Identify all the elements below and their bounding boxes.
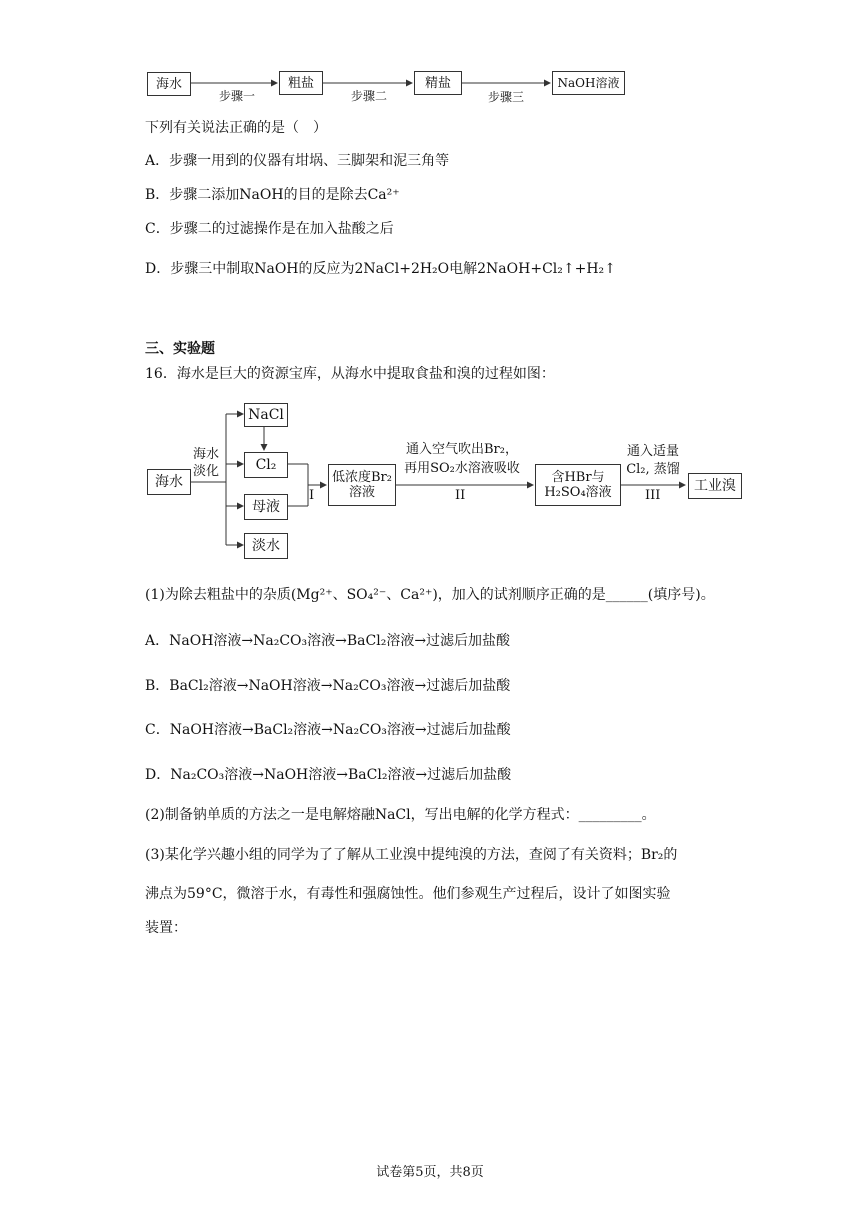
option-letter: D． [145,767,171,783]
flow1-step2-label: 步骤二 [351,89,388,103]
option-text: NaOH溶液→BaCl₂溶液→Na₂CO₃溶液→过滤后加盐酸 [169,722,511,738]
option-text: 步骤三中制取NaOH的反应为2NaCl+2H₂O电解2NaOH+Cl₂↑+H₂↑ [170,261,616,277]
q16-option-c [145,720,511,740]
note-step-iii-line1: 通入适量 [626,444,679,459]
note-step-iii-line2: Cl₂, 蒸馏 [626,462,680,477]
box-fresh-water: 淡水 [244,533,288,559]
option-text: 步骤二添加NaOH的目的是除去Ca²⁺ [169,187,400,203]
q15-stem: 下列有关说法正确的是（ ） [145,120,327,136]
flow1-box-refined-salt: 精盐 [414,71,462,95]
box-industrial-bromine: 工业溴 [688,473,742,499]
box-cl2: Cl₂ [244,452,288,478]
box-seawater: 海水 [147,469,191,495]
note-step-ii-line1: 通入空气吹出Br₂， [406,442,518,457]
connector-lines [0,0,860,600]
flow1-box-seawater: 海水 [147,72,191,96]
page-footer: 试卷第5页，共8页 [376,1165,484,1180]
option-text: Na₂CO₃溶液→NaOH溶液→BaCl₂溶液→过滤后加盐酸 [170,767,512,783]
q16-part2-stem: (2)制备钠单质的方法之一是电解熔融NaCl，写出电解的化学方程式：_________。 [145,807,656,823]
option-letter: D． [145,261,171,277]
option-text: 步骤二的过滤操作是在加入盐酸之后 [169,221,394,237]
option-text: NaOH溶液→Na₂CO₃溶液→BaCl₂溶液→过滤后加盐酸 [169,633,511,649]
section-title: 三、实验题 [145,341,215,357]
flow1-step3-label: 步骤三 [488,90,525,104]
q15-option-c [145,219,394,239]
q15-option-d [145,259,616,279]
q16-option-d [145,765,511,785]
q16-part3-line2: 沸点为59°C，微溶于水，有毒性和强腐蚀性。他们参观生产过程后，设计了如图实验 [145,886,671,902]
q16-part3-line1: (3)某化学兴趣小组的同学为了了解从工业溴中提纯溴的方法，查阅了有关资料；Br₂的 [145,847,678,863]
note-step-ii-line2: 再用SO₂水溶液吸收 [404,461,520,476]
box-mother-liquor: 母液 [244,494,288,520]
step-label-iii: III [645,488,661,503]
q16-option-a [145,631,510,651]
q16-option-b [145,676,510,696]
box-low-conc-br2: 低浓度Br₂溶液 [328,464,396,506]
q15-option-a [145,151,449,171]
option-letter: C． [145,722,170,738]
box-hbr-h2so4: 含HBr与H₂SO₄溶液 [535,464,621,506]
option-text: 步骤一用到的仪器有坩埚、三脚架和泥三角等 [169,153,450,169]
box-nacl: NaCl [244,403,288,427]
step-label-ii: II [455,488,466,503]
flow1-box-crude-salt: 粗盐 [279,71,323,95]
label-desalination: 海水淡化 [192,447,219,479]
q16-part1-stem: (1)为除去粗盐中的杂质(Mg²⁺、SO₄²⁻、Ca²⁺)，加入的试剂顺序正确的是______(填序号)。 [145,587,715,603]
option-letter: B． [145,187,170,203]
flow1-step1-label: 步骤一 [219,89,256,103]
q16-intro: 16．海水是巨大的资源宝库，从海水中提取食盐和溴的过程如图： [145,366,555,382]
option-letter: B． [145,678,170,694]
option-letter: A． [145,633,170,649]
option-letter: C． [145,221,170,237]
q16-part3-line3: 装置： [145,920,187,936]
q15-option-b [145,185,400,205]
option-text: BaCl₂溶液→NaOH溶液→Na₂CO₃溶液→过滤后加盐酸 [169,678,511,694]
step-label-i: I [309,488,315,503]
option-letter: A． [145,153,170,169]
flow1-box-naoh: NaOH溶液 [552,71,625,95]
